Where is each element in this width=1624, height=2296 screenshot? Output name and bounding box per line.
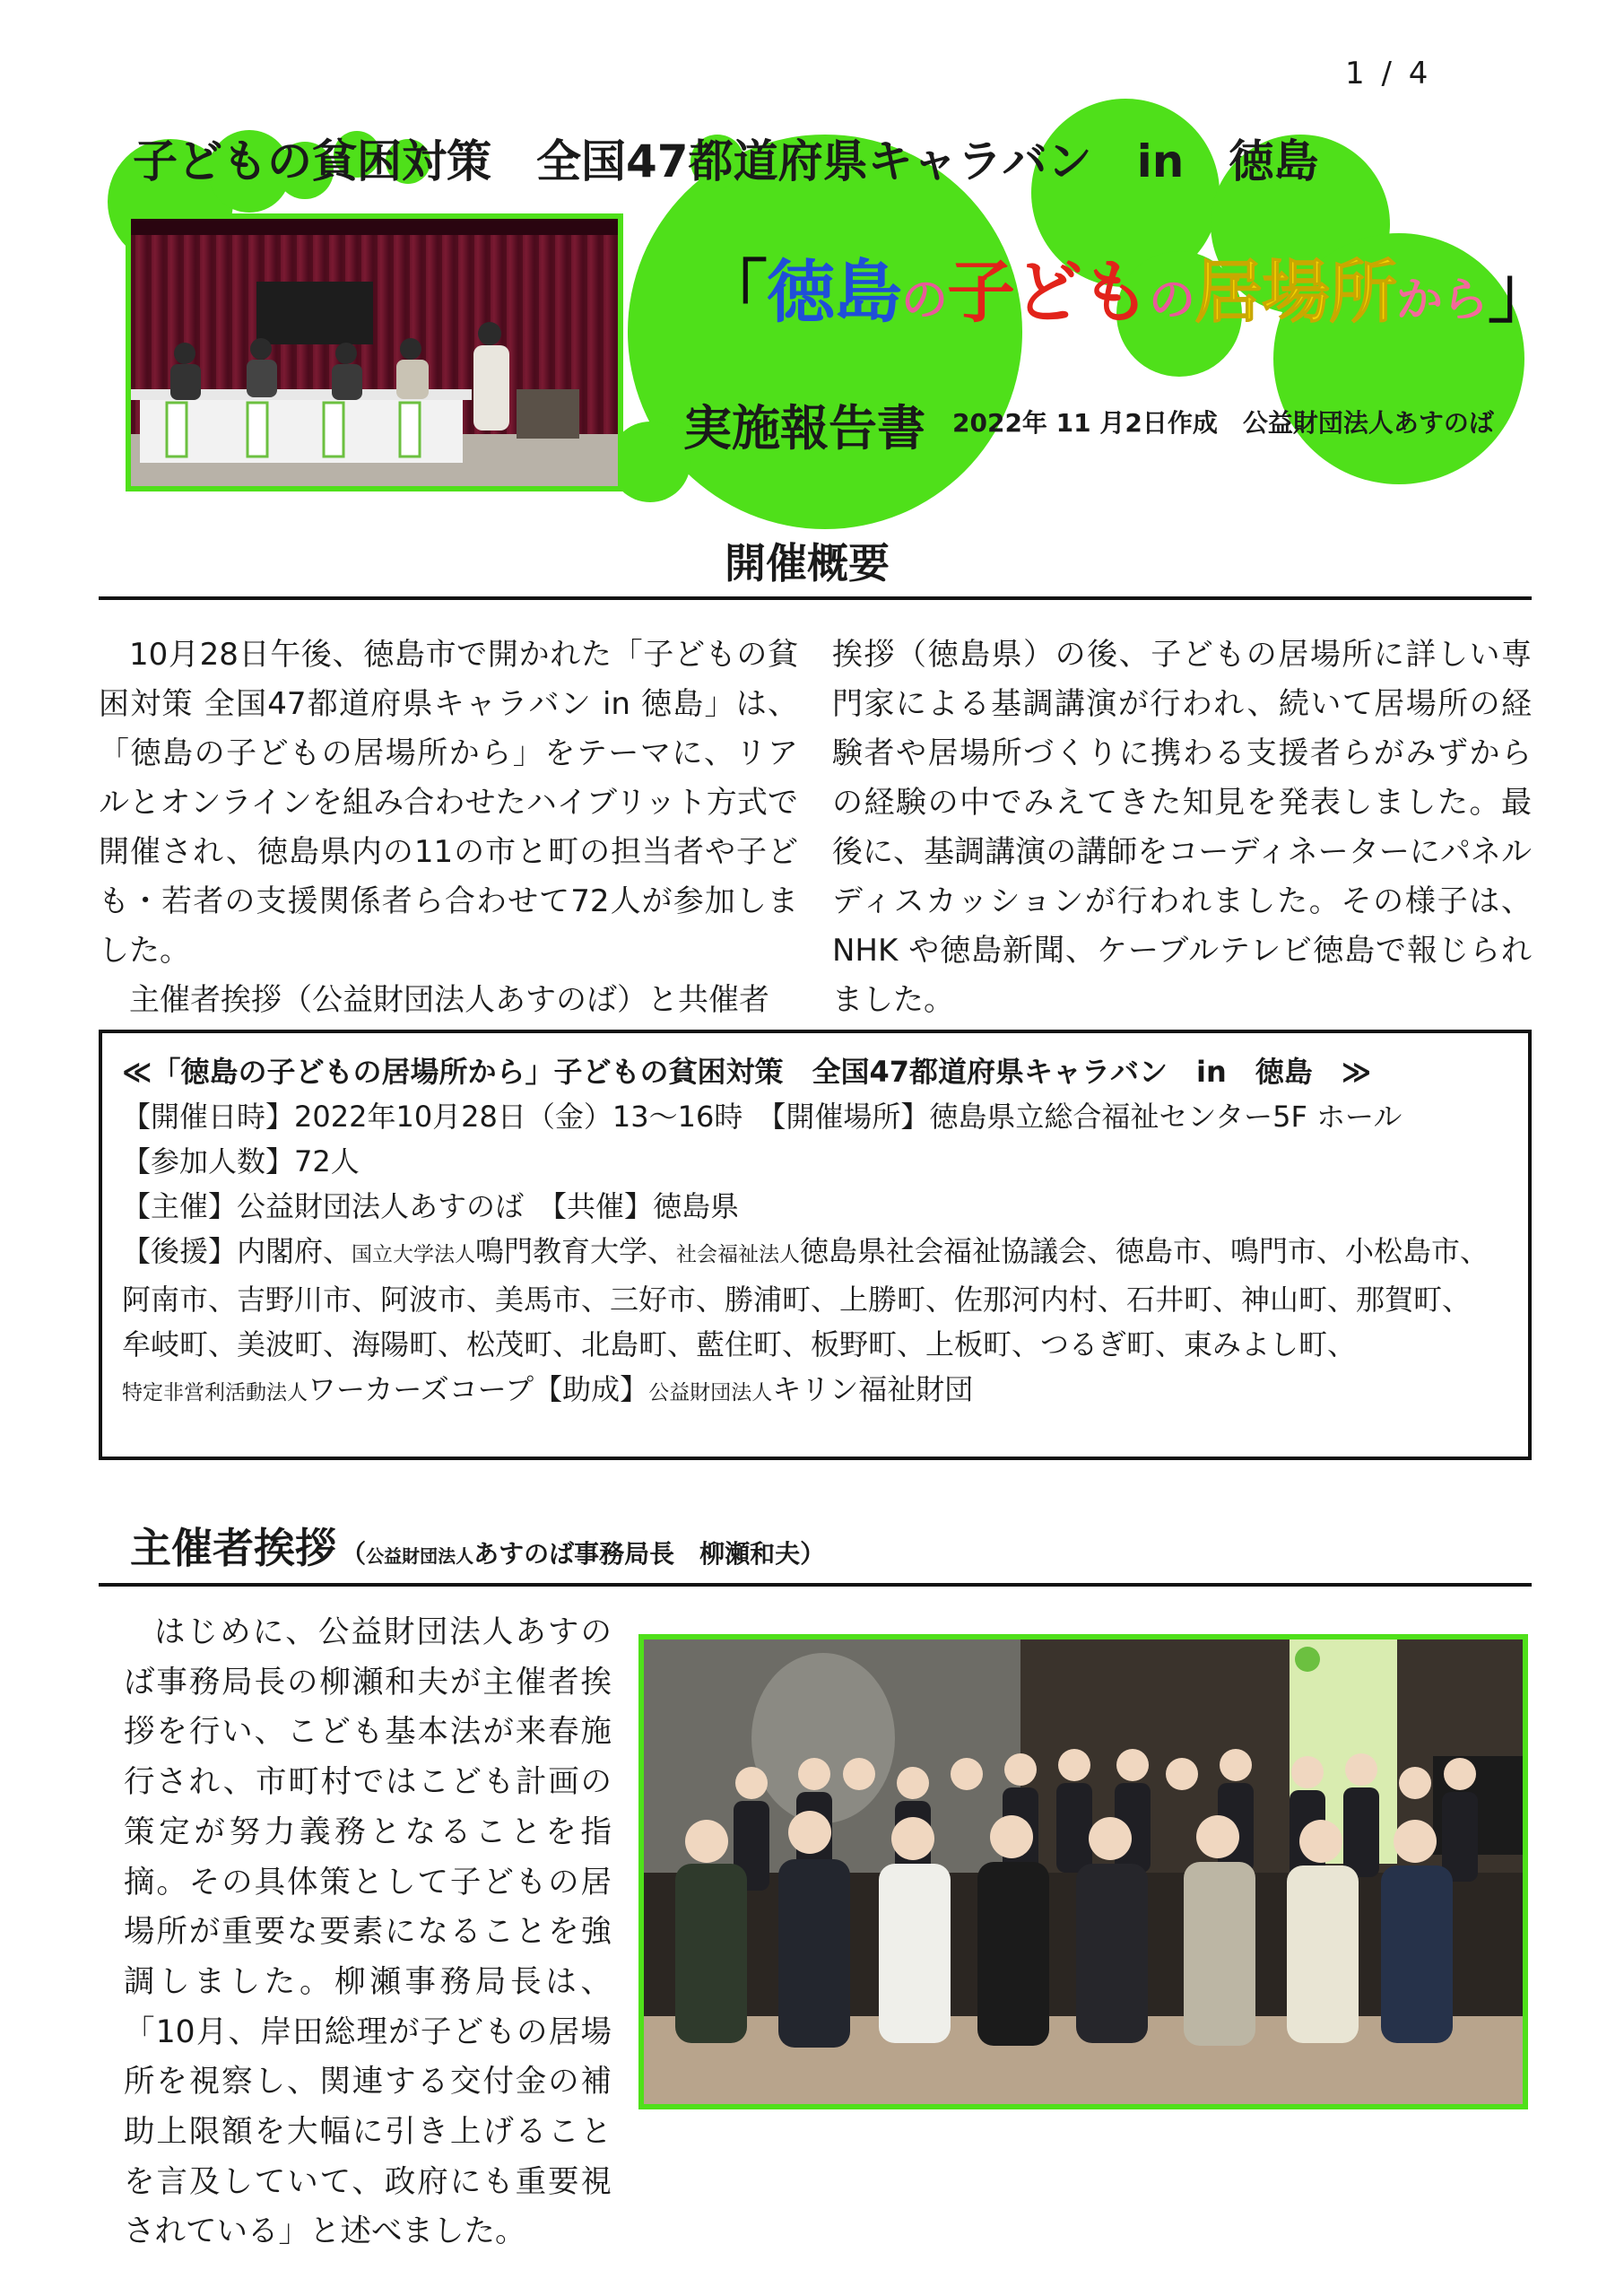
support-text: ワーカーズコープ bbox=[308, 1372, 534, 1406]
title-bracket-open: 「 bbox=[699, 252, 767, 332]
page-number: 1 / 4 bbox=[1345, 56, 1432, 91]
title-kara: から bbox=[1396, 274, 1489, 327]
cohost-value: 徳島県 bbox=[653, 1189, 740, 1223]
infobox-title: ≪「徳島の子どもの居場所から」子どもの貧困対策 全国47都道府県キャラバン in 徳島 ≫ bbox=[122, 1055, 1372, 1089]
support-text: 内閣府、 bbox=[237, 1234, 352, 1268]
support-text: 鳴門教育大学、 bbox=[475, 1234, 677, 1268]
main-title bbox=[699, 238, 1555, 335]
support-text: 徳島県社会福祉協議会、徳島市、鳴門市、小松島市、 bbox=[800, 1234, 1489, 1268]
report-label: 実施報告書 bbox=[683, 400, 925, 457]
date-value: 2022年10月28日（金）13～16時 bbox=[294, 1100, 743, 1134]
overview-right-paragraph: 挨拶（徳島県）の後、子どもの居場所に詳しい専門家による基調講演が行われ、続いて居場所の経験者や居場所づくりに携わる支援者らがみずからの経験の中でみえてきた知見を発表しました。最後に、基調講演の講師をコーディネーターにパネルディスカッションが行われました。その様子は、NHK や徳島新聞、ケーブルテレビ徳島で報じられました。 bbox=[832, 637, 1532, 1018]
cohost-label: 【共催】 bbox=[552, 1189, 654, 1223]
venue-label: 【開催場所】 bbox=[771, 1100, 930, 1134]
greeting-heading-row bbox=[130, 1516, 825, 1575]
title-tokushima: 徳島 bbox=[767, 252, 901, 332]
venue-value: 徳島県立総合福祉センター5F ホール bbox=[929, 1100, 1403, 1134]
panel-stage-photo bbox=[126, 213, 623, 491]
overview-left-paragraph-2: 主催者挨拶（公益財団法人あすのば）と共催者 bbox=[129, 982, 769, 1018]
greeting-heading: 主催者挨拶 bbox=[130, 1524, 336, 1572]
supertitle: 子どもの貧困対策 全国47都道府県キャラバン in 徳島 bbox=[133, 135, 1319, 187]
count-value: 72人 bbox=[294, 1144, 360, 1178]
date-label: 【開催日時】 bbox=[122, 1100, 295, 1134]
title-ibasho: 居場所 bbox=[1194, 252, 1397, 332]
support-org-type: 国立大学法人 bbox=[352, 1243, 476, 1266]
infobox-support-3: 牟岐町、美波町、海陽町、松茂町、北島町、藍住町、板野町、上板町、つるぎ町、東みよし町、 bbox=[122, 1327, 1357, 1361]
greeting-sub-org: 公益財団法人 bbox=[366, 1545, 474, 1567]
greeting-rule bbox=[99, 1583, 1532, 1587]
report-meta: 2022年 11 月2日作成 公益財団法人あすのば bbox=[952, 408, 1494, 438]
greeting-paragraph: はじめに、公益財団法人あすのば事務局長の柳瀬和夫が主催者挨拶を行い、こども基本法が来春施行され、市町村ではこども計画の策定が努力義務となることを指摘。その具体策として子どもの居場所が重要な要素になることを強調しました。柳瀬事務局長は、「10月、岸田総理が子どもの居場所を視察し、関連する交付金の補助上限額を大幅に引き上げることを言及していて、政府にも重要視されている」と述べました。 bbox=[124, 1614, 612, 2250]
infobox-host bbox=[122, 1184, 1508, 1229]
infobox-count bbox=[122, 1139, 1508, 1184]
support-org-type: 社会福祉法人 bbox=[676, 1243, 801, 1266]
grant-org-type: 公益財団法人 bbox=[648, 1381, 773, 1405]
support-org-type: 特定非営利活動法人 bbox=[122, 1381, 308, 1405]
count-label: 【参加人数】 bbox=[122, 1144, 295, 1178]
greeting-sub-name: あすのば事務局長 柳瀬和夫） bbox=[473, 1539, 826, 1569]
group-photo bbox=[638, 1634, 1528, 2109]
greeting-sub-open: （ bbox=[341, 1539, 367, 1569]
overview-heading: 開催概要 bbox=[725, 539, 890, 587]
title-kodomo: 子ども bbox=[947, 252, 1150, 332]
host-label: 【主催】 bbox=[122, 1189, 238, 1223]
infobox-support-2: 阿南市、吉野川市、阿波市、美馬市、三好市、勝浦町、上勝町、佐那河内村、石井町、神山町、那賀町、 bbox=[122, 1283, 1472, 1317]
infobox-support-4 bbox=[122, 1367, 1508, 1415]
title-bracket-close: 」 bbox=[1488, 252, 1556, 332]
overview-rule bbox=[99, 596, 1532, 600]
overview-left-paragraph-1: 10月28日午後、徳島市で開かれた「子どもの貧困対策 全国47都道府県キャラバン in 徳島」は、「徳島の子どもの居場所から」をテーマに、リアルとオンラインを組み合わせたハイブリット方式で開催され、徳島県内の11の市と町の担当者や子ども・若者の支援関係者ら合わせて72人が参加しました。 bbox=[99, 637, 798, 969]
overview-left-column bbox=[99, 631, 798, 1025]
event-info-box bbox=[99, 1030, 1532, 1460]
support-label: 【後援】 bbox=[122, 1234, 238, 1268]
title-no-2: の bbox=[1149, 274, 1195, 327]
grant-label: 【助成】 bbox=[534, 1372, 649, 1406]
host-value: 公益財団法人あすのば bbox=[237, 1189, 525, 1223]
greeting-body bbox=[124, 1608, 612, 2257]
title-no-1: の bbox=[901, 274, 948, 327]
infobox-date-venue bbox=[122, 1094, 1508, 1139]
grant-value: キリン福祉財団 bbox=[772, 1372, 974, 1406]
overview-right-column bbox=[832, 631, 1532, 1025]
infobox-support-1 bbox=[122, 1229, 1508, 1277]
